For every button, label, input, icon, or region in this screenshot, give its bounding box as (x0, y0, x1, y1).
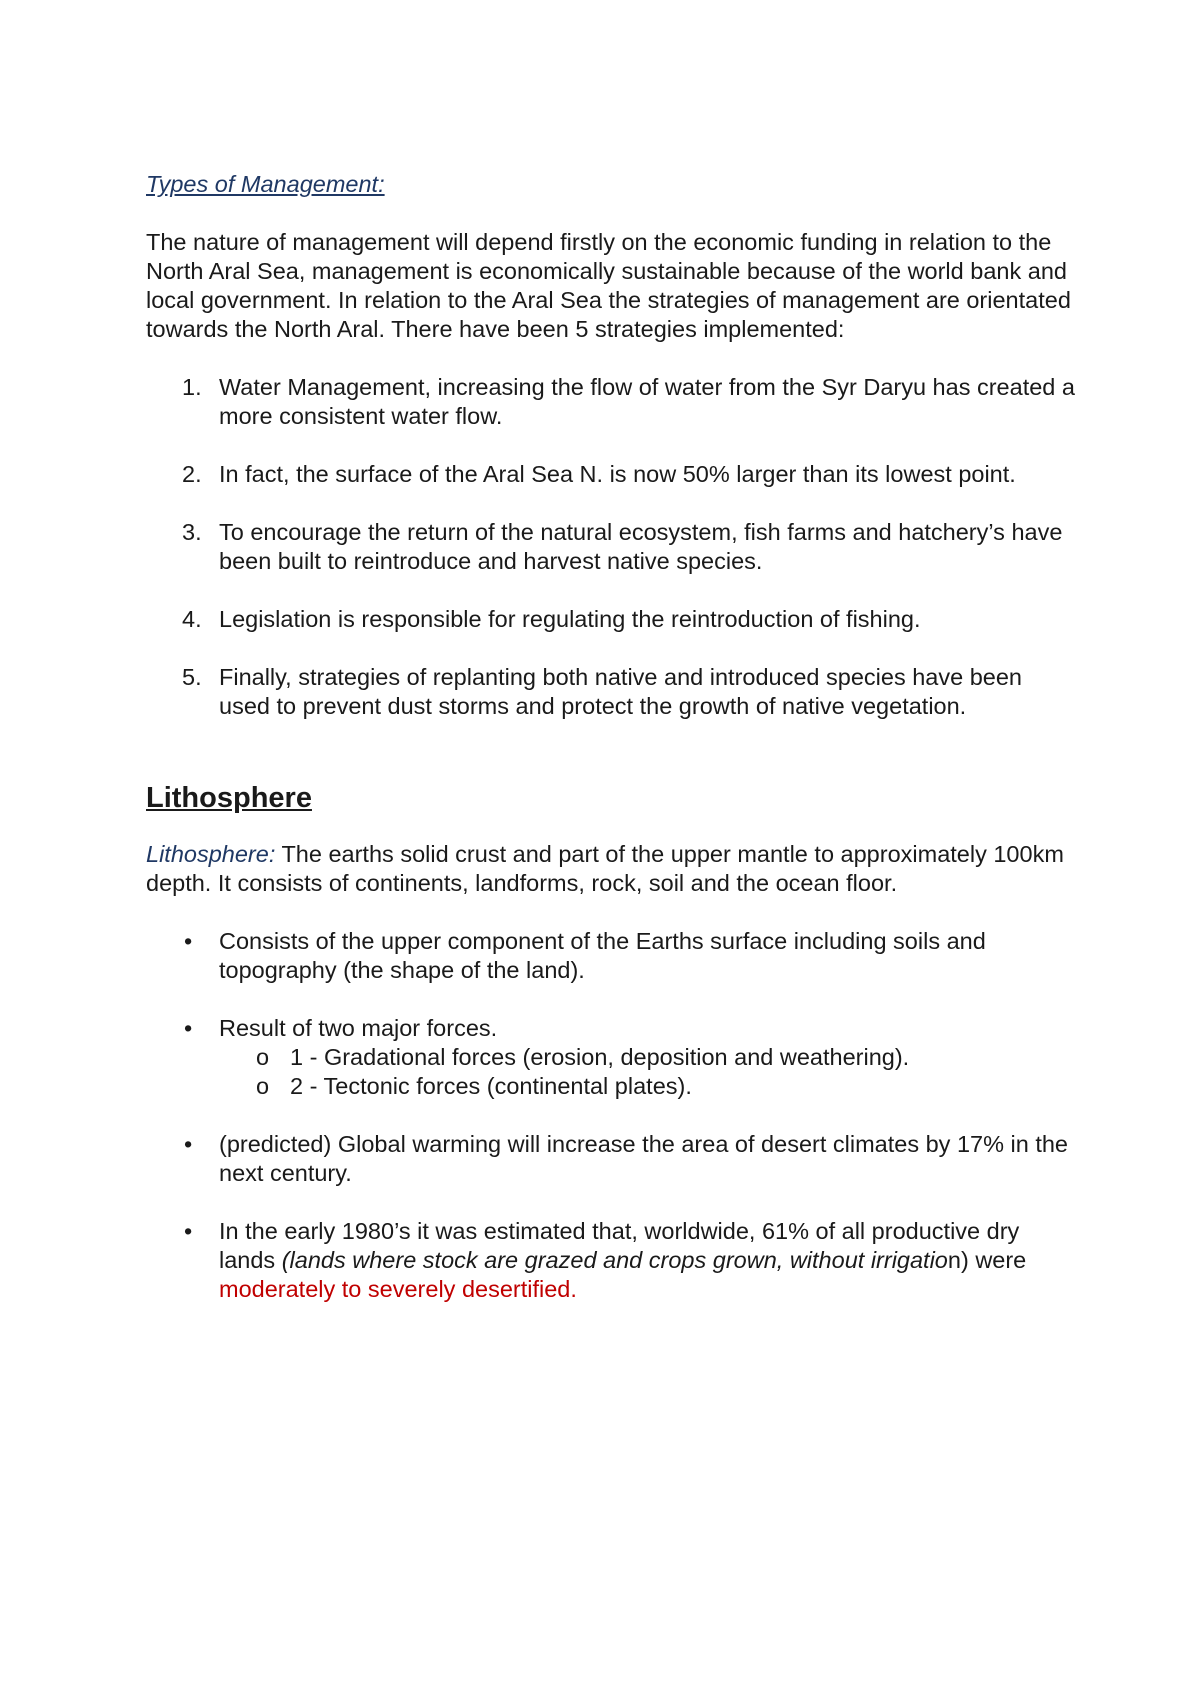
lithosphere-heading: Lithosphere (146, 782, 312, 814)
circle-bullet-icon: o (256, 1073, 270, 1099)
bullet-text: (predicted) Global warming will increase the area of desert climates by 17% in the next century. (219, 1131, 1069, 1186)
strategy-text: To encourage the return of the natural ecosystem, fish farms and hatchery’s have been built to reintroduce and harvest native species. (219, 519, 1063, 574)
strategy-item-3 (146, 518, 1076, 576)
strategy-text: In fact, the surface of the Aral Sea N. is now 50% larger than its lowest point. (219, 461, 1016, 487)
list-number: 1. (182, 374, 202, 400)
strategy-item-5 (146, 663, 1076, 721)
strategy-item-1 (146, 373, 1076, 431)
list-number: 4. (182, 606, 202, 632)
bullet-text-part2: n) were (947, 1247, 1027, 1273)
document-page (146, 170, 1076, 1333)
lithosphere-definition (146, 840, 1076, 898)
lithosphere-bullet-list (146, 927, 1076, 1304)
bullet-icon: • (184, 1131, 193, 1157)
strategy-text: Legislation is responsible for regulating the reintroduction of fishing. (219, 606, 921, 632)
bullet-text: Consists of the upper component of the Earths surface including soils and topography (the shape of the land). (219, 928, 986, 983)
list-number: 5. (182, 664, 202, 690)
strategy-text: Water Management, increasing the flow of water from the Syr Daryu has created a more consistent water flow. (219, 374, 1075, 429)
bullet-item-4 (146, 1217, 1076, 1304)
circle-bullet-icon: o (256, 1044, 270, 1070)
bullet-item-2 (146, 1014, 1076, 1101)
force-text: 1 - Gradational forces (erosion, deposition and weathering). (290, 1044, 910, 1070)
bullet-icon: • (184, 1015, 193, 1041)
list-number: 2. (182, 461, 202, 487)
highlighted-text: moderately to severely desertified. (219, 1276, 577, 1302)
definition-text: The earths solid crust and part of the upper mantle to approximately 100km depth. It consists of continents, landforms, rock, soil and the ocean floor. (146, 841, 1064, 896)
forces-sub-list (219, 1043, 1076, 1101)
bullet-icon: • (184, 928, 193, 954)
strategies-list (146, 373, 1076, 721)
strategy-item-2 (146, 460, 1076, 489)
strategy-item-4 (146, 605, 1076, 634)
bullet-text: Result of two major forces. (219, 1015, 498, 1041)
management-intro-paragraph: The nature of management will depend firstly on the economic funding in relation to the North Aral Sea, management is economically sustainable because of the world bank and local government. In relation to the Aral Sea the strategies of management are orientated towards the North Aral. There have been 5 strategies implemented: (146, 229, 1071, 342)
definition-term: Lithosphere: (146, 841, 276, 867)
force-item-1 (146, 1043, 1076, 1072)
bullet-text-part1: In the early 1980’s it was estimated that, worldwide, 61% of all productive dry lands (219, 1218, 1020, 1273)
bullet-icon: • (184, 1218, 193, 1244)
types-of-management-subheading: Types of Management: (146, 171, 385, 197)
strategy-text: Finally, strategies of replanting both native and introduced species have been used to prevent dust storms and protect the growth of native vegetation. (219, 664, 1022, 719)
force-item-2 (146, 1072, 1076, 1101)
bullet-text-italic: (lands where stock are grazed and crops grown, without irrigatio (281, 1247, 948, 1273)
bullet-item-1 (146, 927, 1076, 985)
force-text: 2 - Tectonic forces (continental plates). (290, 1073, 692, 1099)
list-number: 3. (182, 519, 202, 545)
bullet-item-3 (146, 1130, 1076, 1188)
